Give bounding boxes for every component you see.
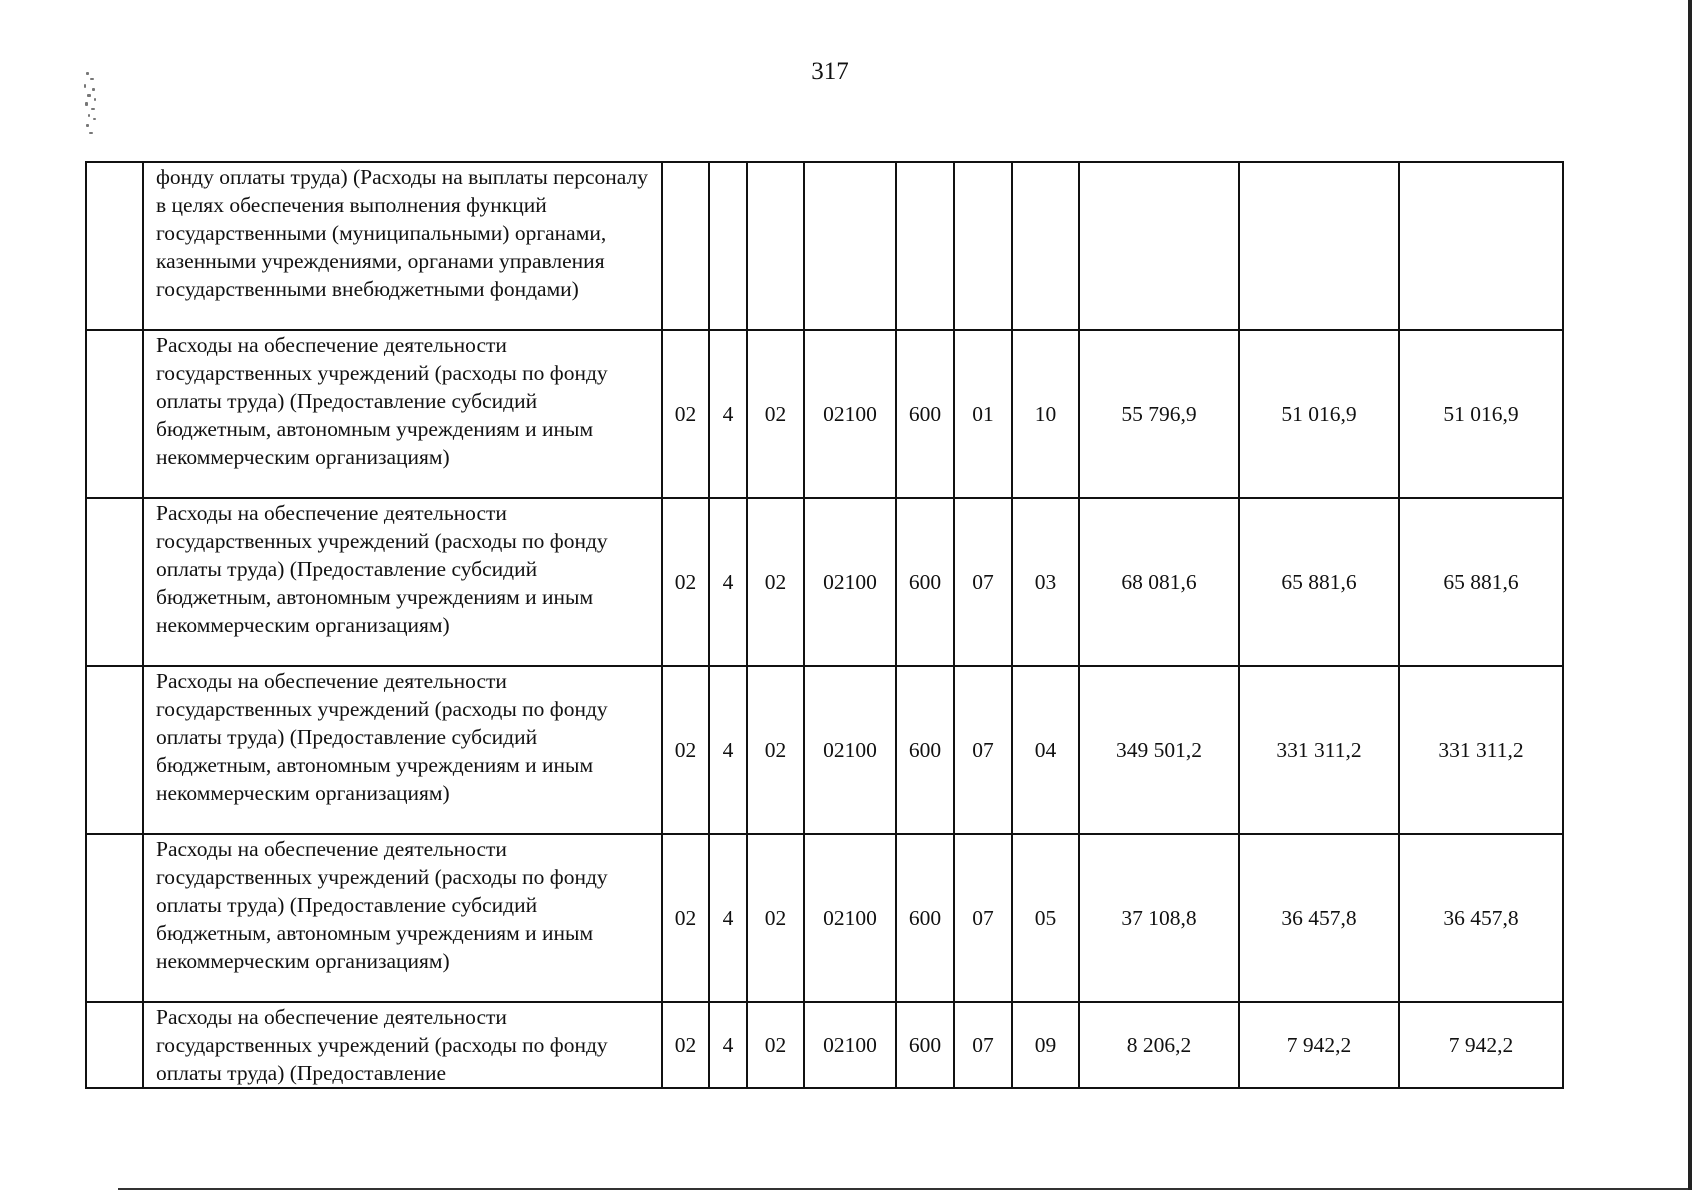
code-cell: 600 [896,834,954,1002]
code-cell: 02 [747,666,804,834]
code-cell: 02 [662,330,709,498]
code-cell: 07 [954,498,1012,666]
code-cell: 4 [709,666,747,834]
table-row [86,666,1563,834]
code-cell: 02 [747,330,804,498]
code-cell [804,162,896,330]
amount-cell: 65 881,6 [1399,498,1563,666]
amount-cell: 7 942,2 [1399,1002,1563,1088]
code-cell: 02100 [804,1002,896,1088]
code-cell: 05 [1012,834,1079,1002]
code-cell: 02100 [804,834,896,1002]
code-cell: 03 [1012,498,1079,666]
row-index-cell [86,498,143,666]
description-cell: Расходы на обеспечение деятельности государственных учреждений (расходы по фонду оплаты труда) (Предоставление субсидий бюджетным, автономным учреждениям и иным некоммерческим организациям) [143,330,662,498]
bottom-divider [118,1188,1688,1190]
code-cell: 02 [747,1002,804,1088]
code-cell [954,162,1012,330]
table-row [86,834,1563,1002]
code-cell: 02 [662,498,709,666]
table-row [86,498,1563,666]
budget-expenses-table [85,161,1564,1089]
code-cell: 02100 [804,498,896,666]
description-cell: Расходы на обеспечение деятельности государственных учреждений (расходы по фонду оплаты труда) (Предоставление субсидий бюджетным, автономным учреждениям и иным некоммерческим организациям) [143,834,662,1002]
page-number: 317 [811,58,849,85]
code-cell: 600 [896,498,954,666]
code-cell [747,162,804,330]
code-cell: 02 [662,834,709,1002]
amount-cell: 7 942,2 [1239,1002,1399,1088]
row-index-cell [86,834,143,1002]
row-index-cell [86,330,143,498]
amount-cell [1399,162,1563,330]
amount-cell: 331 311,2 [1399,666,1563,834]
description-cell: Расходы на обеспечение деятельности государственных учреждений (расходы по фонду оплаты труда) (Предоставление субсидий бюджетным, автономным учреждениям и иным некоммерческим организациям) [143,498,662,666]
code-cell [662,162,709,330]
code-cell: 04 [1012,666,1079,834]
code-cell: 01 [954,330,1012,498]
row-index-cell [86,1002,143,1088]
code-cell: 02 [662,1002,709,1088]
code-cell: 02100 [804,330,896,498]
amount-cell [1079,162,1239,330]
code-cell: 10 [1012,330,1079,498]
code-cell: 02100 [804,666,896,834]
description-cell: Расходы на обеспечение деятельности государственных учреждений (расходы по фонду оплаты труда) (Предоставление [143,1002,662,1088]
code-cell [1012,162,1079,330]
code-cell: 4 [709,834,747,1002]
description-cell: Расходы на обеспечение деятельности государственных учреждений (расходы по фонду оплаты труда) (Предоставление субсидий бюджетным, автономным учреждениям и иным некоммерческим организациям) [143,666,662,834]
table-row [86,330,1563,498]
amount-cell: 349 501,2 [1079,666,1239,834]
description-cell: фонду оплаты труда) (Расходы на выплаты персоналу в целях обеспечения выполнения функций государственными (муниципальными) органами, казенными учреждениями, органами управления государственными внебюджетными фондами) [143,162,662,330]
code-cell: 02 [747,834,804,1002]
code-cell: 07 [954,1002,1012,1088]
code-cell [709,162,747,330]
amount-cell: 65 881,6 [1239,498,1399,666]
page-edge [1688,0,1692,1190]
table-row [86,162,1563,330]
amount-cell: 37 108,8 [1079,834,1239,1002]
code-cell: 4 [709,330,747,498]
amount-cell [1239,162,1399,330]
table-row [86,1002,1563,1088]
code-cell: 600 [896,330,954,498]
code-cell: 02 [747,498,804,666]
code-cell: 4 [709,498,747,666]
code-cell [896,162,954,330]
amount-cell: 51 016,9 [1399,330,1563,498]
amount-cell: 8 206,2 [1079,1002,1239,1088]
amount-cell: 51 016,9 [1239,330,1399,498]
code-cell: 02 [662,666,709,834]
code-cell: 4 [709,1002,747,1088]
amount-cell: 36 457,8 [1399,834,1563,1002]
code-cell: 600 [896,666,954,834]
code-cell: 600 [896,1002,954,1088]
amount-cell: 55 796,9 [1079,330,1239,498]
code-cell: 07 [954,666,1012,834]
code-cell: 09 [1012,1002,1079,1088]
row-index-cell [86,162,143,330]
code-cell: 07 [954,834,1012,1002]
amount-cell: 36 457,8 [1239,834,1399,1002]
amount-cell: 331 311,2 [1239,666,1399,834]
scan-stamp-mark [80,68,102,138]
row-index-cell [86,666,143,834]
amount-cell: 68 081,6 [1079,498,1239,666]
